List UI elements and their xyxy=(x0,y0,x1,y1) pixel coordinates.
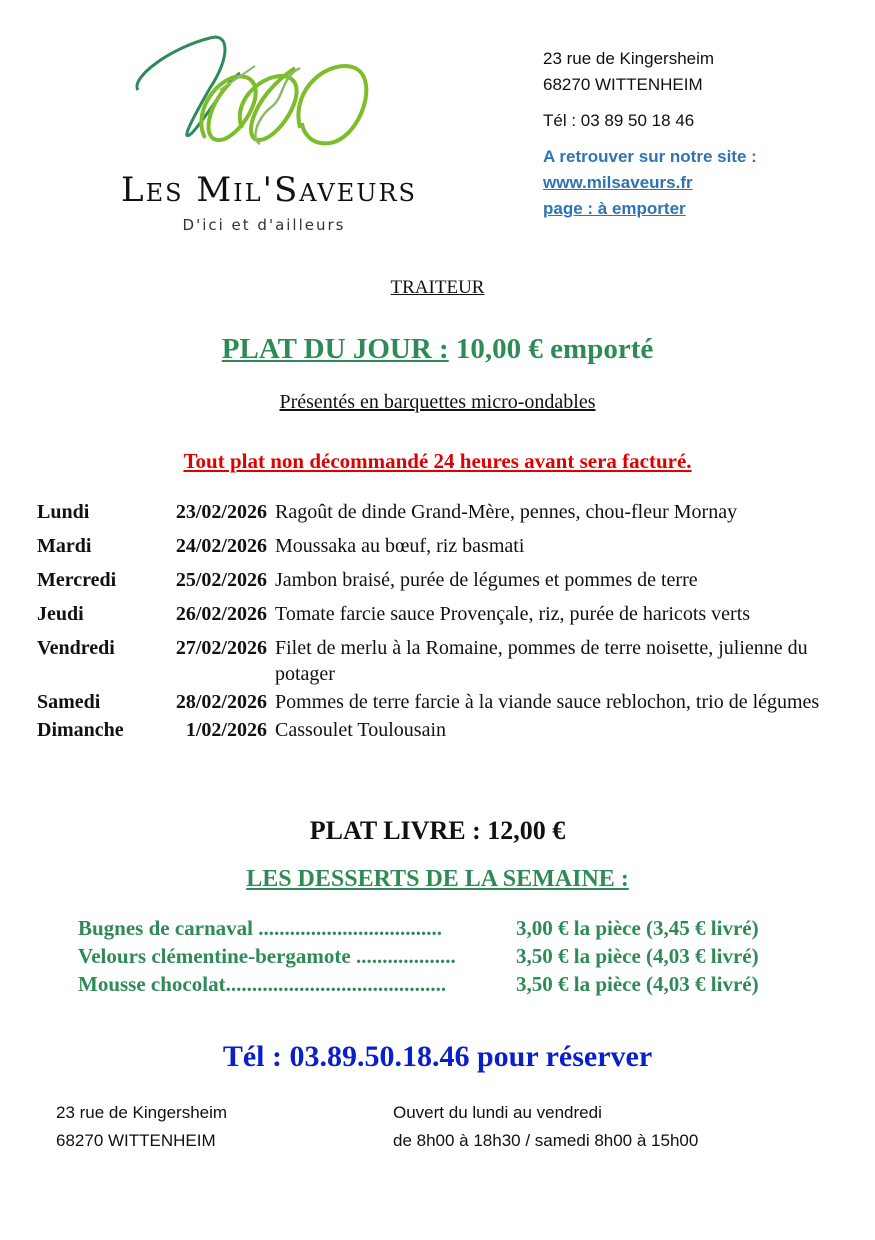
footer-address-line1: 23 rue de Kingersheim xyxy=(56,1103,228,1122)
menu-dish: Ragoût de dinde Grand-Mère, pennes, chou-fleur Mornay xyxy=(275,501,738,523)
menu-row xyxy=(37,689,847,715)
reservation-phone: Tél : 03.89.50.18.46 pour réserver xyxy=(222,1040,653,1073)
menu-date: 1/02/2026 xyxy=(185,719,267,741)
plat-du-jour-label: PLAT DU JOUR : xyxy=(221,333,449,365)
dessert-name: Velours clémentine-bergamote ................... xyxy=(78,944,456,968)
menu-day: Mardi xyxy=(37,535,92,557)
contact-address-line2: 68270 WITTENHEIM xyxy=(543,75,703,94)
menu-day: Vendredi xyxy=(37,637,115,659)
menu-dish: Filet de merlu à la Romaine, pommes de terre noisette, julienne du potager xyxy=(275,637,808,685)
menu-day: Samedi xyxy=(37,691,101,713)
menu-row xyxy=(37,533,847,559)
menu-dish: Tomate farcie sauce Provençale, riz, purée de haricots verts xyxy=(275,603,751,625)
menu-row xyxy=(37,635,847,687)
menu-day: Lundi xyxy=(37,501,90,523)
menu-row xyxy=(37,601,847,627)
menu-date: 27/02/2026 xyxy=(175,637,267,659)
menu-date: 25/02/2026 xyxy=(175,569,267,591)
contact-block xyxy=(543,46,757,222)
plat-du-jour-price: 10,00 € emporté xyxy=(448,333,654,365)
cancellation-warning: Tout plat non décommandé 24 heures avant sera facturé. xyxy=(183,449,692,473)
menu-row xyxy=(37,567,847,593)
menu-day: Mercredi xyxy=(37,569,117,591)
menu-date: 23/02/2026 xyxy=(175,501,267,523)
menu-date: 24/02/2026 xyxy=(175,535,267,557)
desserts-list xyxy=(78,914,818,998)
menu-row xyxy=(37,717,847,743)
logo-mark-icon xyxy=(130,28,390,156)
menu-dish: Moussaka au bœuf, riz basmati xyxy=(275,535,525,557)
dessert-row xyxy=(78,942,818,970)
site-link[interactable]: www.milsaveurs.fr xyxy=(543,173,693,192)
menu-day: Jeudi xyxy=(37,603,84,625)
dessert-name: Mousse chocolat.......................................... xyxy=(78,972,447,996)
dessert-name: Bugnes de carnaval ................................... xyxy=(78,916,443,940)
dessert-row xyxy=(78,914,818,942)
menu-date: 28/02/2026 xyxy=(175,691,267,713)
section-traiteur: TRAITEUR xyxy=(390,277,485,298)
footer-address xyxy=(56,1099,227,1155)
dessert-price: 3,50 € la pièce (4,03 € livré) xyxy=(516,972,759,996)
weekly-menu xyxy=(37,499,847,751)
menu-date: 26/02/2026 xyxy=(175,603,267,625)
presentation-note: Présentés en barquettes micro-ondables xyxy=(279,391,596,413)
menu-dish: Cassoulet Toulousain xyxy=(275,719,447,741)
logo-name: Les Mil'Saveurs xyxy=(121,170,417,210)
desserts-heading: LES DESSERTS DE LA SEMAINE : xyxy=(246,866,629,892)
footer-hours xyxy=(393,1099,698,1155)
page-link[interactable]: page : à emporter xyxy=(543,199,686,218)
site-intro: A retrouver sur notre site : xyxy=(543,147,757,166)
footer-address-line2: 68270 WITTENHEIM xyxy=(56,1131,216,1150)
dessert-price: 3,50 € la pièce (4,03 € livré) xyxy=(516,944,759,968)
plat-livre-price: PLAT LIVRE : 12,00 € xyxy=(309,816,566,845)
menu-day: Dimanche xyxy=(37,719,124,741)
contact-address-line1: 23 rue de Kingersheim xyxy=(543,49,715,68)
menu-row xyxy=(37,499,847,525)
contact-phone: Tél : 03 89 50 18 46 xyxy=(543,111,695,130)
footer-hours-line2: de 8h00 à 18h30 / samedi 8h00 à 15h00 xyxy=(393,1131,699,1150)
menu-dish: Pommes de terre farcie à la viande sauce reblochon, trio de légumes xyxy=(275,691,820,713)
logo-tagline: D'ici et d'ailleurs xyxy=(182,216,346,234)
dessert-price: 3,00 € la pièce (3,45 € livré) xyxy=(516,916,759,940)
plat-du-jour-heading xyxy=(0,333,875,366)
footer-hours-line1: Ouvert du lundi au vendredi xyxy=(393,1103,602,1122)
dessert-row xyxy=(78,970,818,998)
menu-dish: Jambon braisé, purée de légumes et pommes de terre xyxy=(275,569,698,591)
